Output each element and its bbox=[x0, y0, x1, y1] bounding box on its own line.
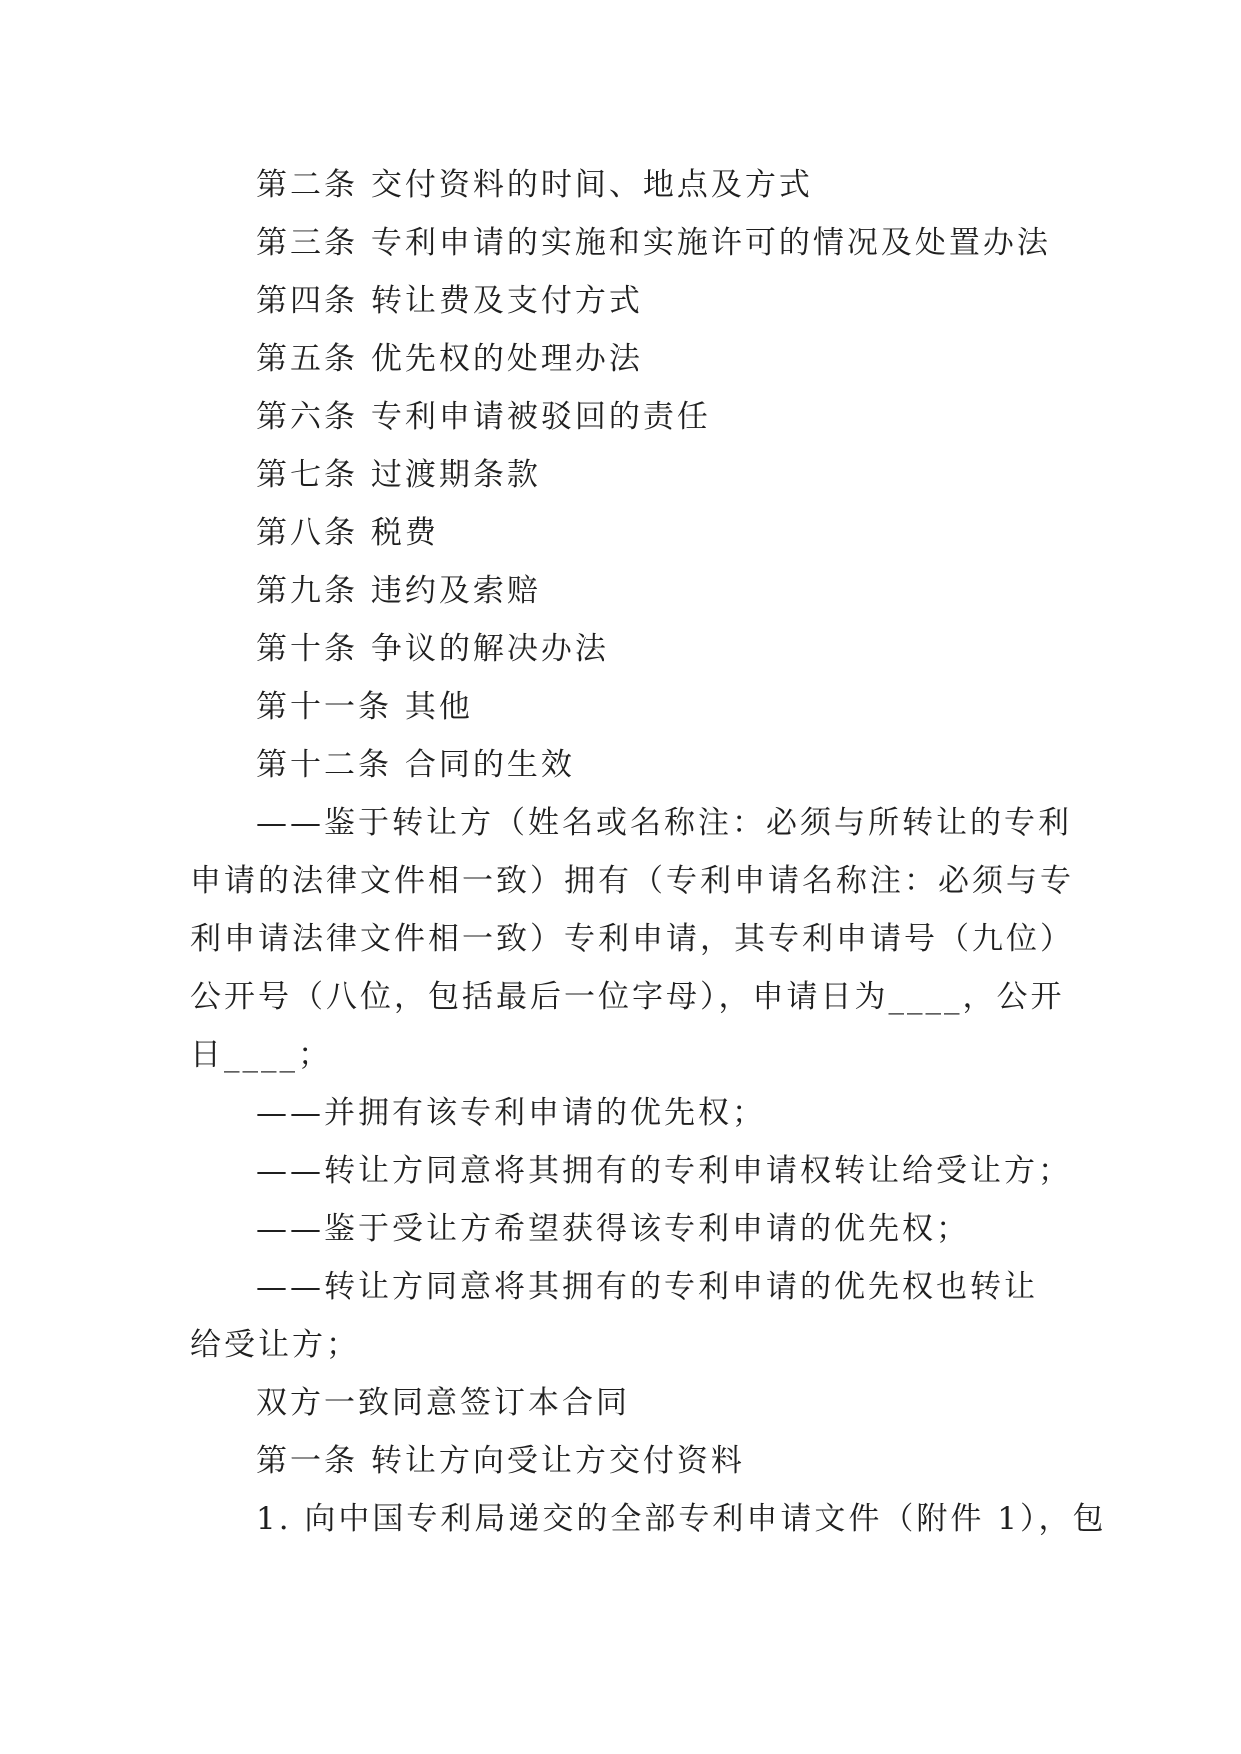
article-2-heading: 第二条 交付资料的时间、地点及方式 bbox=[256, 167, 813, 203]
article-3-heading: 第三条 专利申请的实施和实施许可的情况及处置办法 bbox=[256, 225, 1051, 261]
article-4-heading: 第四条 转让费及支付方式 bbox=[256, 283, 643, 319]
article-8-heading: 第八条 税费 bbox=[256, 515, 439, 551]
article-1-item-1: 1. 向中国专利局递交的全部专利申请文件（附件 1），包 bbox=[256, 1501, 1107, 1537]
recital-5-line-1: ——转让方同意将其拥有的专利申请的优先权也转让 bbox=[256, 1269, 1038, 1305]
recital-1-line-1: ——鉴于转让方（姓名或名称注：必须与所转让的专利 bbox=[256, 805, 1072, 841]
article-5-heading: 第五条 优先权的处理办法 bbox=[256, 341, 643, 377]
article-6-heading: 第六条 专利申请被驳回的责任 bbox=[256, 399, 711, 435]
document-body bbox=[190, 156, 1107, 1548]
agreement-statement: 双方一致同意签订本合同 bbox=[256, 1385, 630, 1421]
recital-2: ——并拥有该专利申请的优先权； bbox=[256, 1095, 766, 1131]
article-11-heading: 第十一条 其他 bbox=[256, 689, 473, 725]
article-1-title: 第一条 转让方向受让方交付资料 bbox=[256, 1443, 745, 1479]
article-10-heading: 第十条 争议的解决办法 bbox=[256, 631, 609, 667]
article-9-heading: 第九条 违约及索赔 bbox=[256, 573, 541, 609]
article-12-heading: 第十二条 合同的生效 bbox=[256, 747, 575, 783]
recital-4: ——鉴于受让方希望获得该专利申请的优先权； bbox=[256, 1211, 970, 1247]
article-7-heading: 第七条 过渡期条款 bbox=[256, 457, 541, 493]
recital-1-line-3: 利申请法律文件相一致）专利申请，其专利申请号（九位） bbox=[190, 921, 1074, 957]
recital-5-line-2: 给受让方； bbox=[190, 1327, 360, 1363]
recital-1-line-5: 日____； bbox=[190, 1037, 332, 1073]
recital-1-line-2: 申请的法律文件相一致）拥有（专利申请名称注：必须与专 bbox=[190, 863, 1074, 899]
recital-1-line-4: 公开号（八位，包括最后一位字母），申请日为____，公开 bbox=[190, 979, 1065, 1015]
recital-3: ——转让方同意将其拥有的专利申请权转让给受让方； bbox=[256, 1153, 1072, 1189]
